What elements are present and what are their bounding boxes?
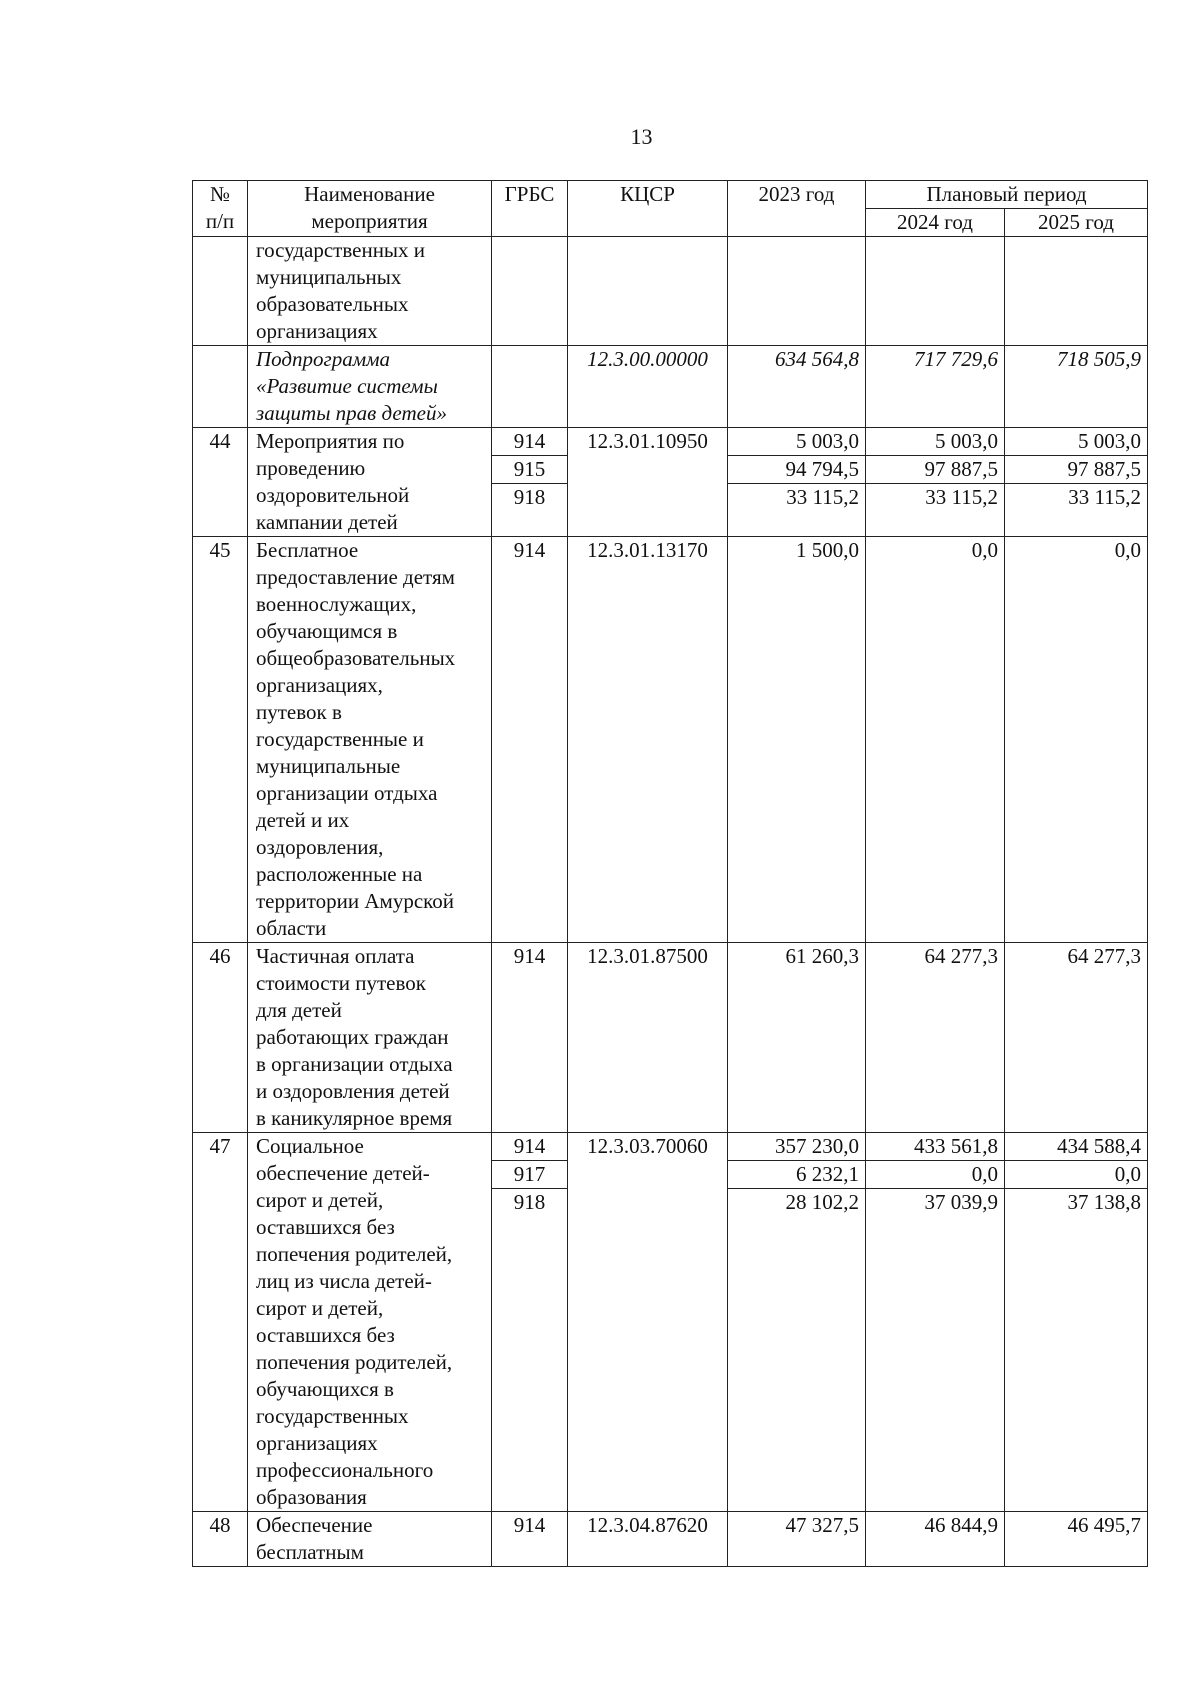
row-2024: 46 844,9 <box>866 1512 1005 1567</box>
row-name-line: оздоровительной <box>256 483 410 507</box>
row-grbs: 914 <box>492 943 568 1133</box>
row-name-line: профессионального <box>256 1458 434 1482</box>
row-grbs <box>492 428 568 537</box>
row-2025 <box>1005 428 1148 537</box>
header-name-line2: мероприятия <box>311 209 428 233</box>
row-name-line: в каникулярное время <box>256 1106 453 1130</box>
row-name-line: и оздоровления детей <box>256 1079 450 1103</box>
row-name-line: Подпрограмма <box>256 347 391 371</box>
table-row <box>193 237 1148 346</box>
row-name-line: попечения родителей, <box>256 1242 453 1266</box>
row-name-line: организациях, <box>256 673 383 697</box>
row-2025: 46 495,7 <box>1005 1512 1148 1567</box>
row-kcsr <box>568 237 728 346</box>
row-name-line: стоимости путевок <box>256 971 426 995</box>
row-kcsr: 12.3.04.87620 <box>568 1512 728 1567</box>
row-name-line: Частичная оплата <box>256 944 415 968</box>
header-2025: 2025 год <box>1005 209 1148 237</box>
row-name-line: организации отдыха <box>256 781 438 805</box>
row-2023-value: 94 794,5 <box>728 456 865 484</box>
row-grbs-value: 915 <box>492 456 567 484</box>
row-name-line: территории Амурской <box>256 889 455 913</box>
table-body <box>193 237 1148 1567</box>
row-2023-value: 33 115,2 <box>786 485 859 509</box>
row-name <box>248 346 492 428</box>
row-name <box>248 943 492 1133</box>
row-name-line: обеспечение детей- <box>256 1161 430 1185</box>
row-kcsr: 12.3.03.70060 <box>568 1133 728 1512</box>
row-2023-value: 357 230,0 <box>728 1133 865 1161</box>
row-kcsr: 12.3.01.87500 <box>568 943 728 1133</box>
row-2023-value: 6 232,1 <box>728 1161 865 1189</box>
row-name-line: государственных и <box>256 238 426 262</box>
row-grbs-value: 918 <box>513 485 546 509</box>
row-2025-value: 33 115,2 <box>1068 485 1142 509</box>
subprogram-row <box>193 346 1148 428</box>
row-2023-value: 5 003,0 <box>728 428 865 456</box>
row-kcsr: 12.3.01.10950 <box>568 428 728 537</box>
row-2024-value: 33 115,2 <box>925 485 998 509</box>
page-number: 13 <box>630 124 653 149</box>
row-2023: 47 327,5 <box>728 1512 866 1567</box>
row-name-line: путевок в <box>256 700 342 724</box>
header-no-line2: п/п <box>205 209 235 233</box>
row-name <box>248 237 492 346</box>
row-2024-value: 0,0 <box>866 1161 1004 1189</box>
row-2023: 634 564,8 <box>728 346 866 428</box>
row-grbs-value: 918 <box>513 1190 546 1214</box>
row-number: 47 <box>193 1133 248 1512</box>
row-name-line: организациях <box>256 1431 378 1455</box>
row-2024-value: 97 887,5 <box>866 456 1004 484</box>
row-2025: 0,0 <box>1005 537 1148 943</box>
row-name-line: обучающимся в <box>256 619 398 643</box>
row-2023: 1 500,0 <box>728 537 866 943</box>
table-row <box>193 428 1148 537</box>
row-name-line: общеобразовательных <box>256 646 456 670</box>
row-number: 48 <box>193 1512 248 1567</box>
row-grbs-value: 914 <box>492 1133 567 1161</box>
row-name-line: Мероприятия по <box>256 429 405 453</box>
header-plan-period: Плановый период <box>866 181 1148 209</box>
row-name <box>248 1133 492 1512</box>
row-kcsr: 12.3.01.13170 <box>568 537 728 943</box>
row-2024-value: 37 039,9 <box>924 1190 998 1214</box>
row-grbs-value: 917 <box>492 1161 567 1189</box>
row-2025: 718 505,9 <box>1005 346 1148 428</box>
row-2025: 64 277,3 <box>1005 943 1148 1133</box>
row-grbs-value: 914 <box>492 428 567 456</box>
header-kcsr: КЦСР <box>568 181 728 237</box>
row-name-line: лиц из числа детей- <box>256 1269 432 1293</box>
row-name <box>248 537 492 943</box>
row-2023-value: 28 102,2 <box>785 1190 859 1214</box>
row-number: 46 <box>193 943 248 1133</box>
row-name-line: в организации отдыха <box>256 1052 453 1076</box>
row-name-line: Обеспечение <box>256 1513 373 1537</box>
row-grbs <box>492 237 568 346</box>
header-name <box>248 181 492 237</box>
row-2025-value: 37 138,8 <box>1067 1190 1142 1214</box>
row-name-line: оставшихся без <box>256 1323 395 1347</box>
row-2024 <box>866 428 1005 537</box>
row-name-line: работающих граждан <box>256 1025 449 1049</box>
row-name <box>248 428 492 537</box>
row-2025 <box>1005 237 1148 346</box>
row-2023 <box>728 237 866 346</box>
header-2024: 2024 год <box>866 209 1005 237</box>
row-name-line: Социальное <box>256 1134 364 1158</box>
row-name-line: муниципальные <box>256 754 401 778</box>
row-name-line: оставшихся без <box>256 1215 395 1239</box>
row-grbs <box>492 1133 568 1512</box>
row-name-line: государственные и <box>256 727 424 751</box>
row-2024-value: 5 003,0 <box>866 428 1004 456</box>
header-grbs: ГРБС <box>492 181 568 237</box>
row-name-line: муниципальных <box>256 265 402 289</box>
row-2024 <box>866 237 1005 346</box>
row-2024: 64 277,3 <box>866 943 1005 1133</box>
header-no-line1: № <box>209 182 231 206</box>
table-row <box>193 943 1148 1133</box>
row-name-line: оздоровления, <box>256 835 384 859</box>
row-name-line: «Развитие системы <box>256 374 438 398</box>
row-name-line: сирот и детей, <box>256 1296 384 1320</box>
table-header <box>193 181 1148 237</box>
row-number: 44 <box>193 428 248 537</box>
row-2025-value: 97 887,5 <box>1005 456 1147 484</box>
row-2024-value: 433 561,8 <box>866 1133 1004 1161</box>
row-number: 45 <box>193 537 248 943</box>
row-name-line: сирот и детей, <box>256 1188 384 1212</box>
row-2025-value: 0,0 <box>1005 1161 1147 1189</box>
row-2025 <box>1005 1133 1148 1512</box>
row-2023 <box>728 1133 866 1512</box>
row-2023 <box>728 428 866 537</box>
row-kcsr: 12.3.00.00000 <box>568 346 728 428</box>
row-2024: 0,0 <box>866 537 1005 943</box>
row-grbs <box>492 346 568 428</box>
row-name-line: образования <box>256 1485 367 1509</box>
row-name-line: защиты прав детей» <box>256 401 447 425</box>
row-2023: 61 260,3 <box>728 943 866 1133</box>
table-row <box>193 1133 1148 1512</box>
row-name-line: военнослужащих, <box>256 592 417 616</box>
row-2024: 717 729,6 <box>866 346 1005 428</box>
table-row <box>193 537 1148 943</box>
row-name <box>248 1512 492 1567</box>
row-name-line: попечения родителей, <box>256 1350 453 1374</box>
row-name-line: кампании детей <box>256 510 398 534</box>
header-2023: 2023 год <box>728 181 866 237</box>
row-name-line: расположенные на <box>256 862 423 886</box>
row-name-line: детей и их <box>256 808 350 832</box>
row-name-line: Бесплатное <box>256 538 359 562</box>
row-name-line: для детей <box>256 998 342 1022</box>
row-name-line: обучающихся в <box>256 1377 394 1401</box>
row-grbs: 914 <box>492 1512 568 1567</box>
header-name-line1: Наименование <box>304 182 435 206</box>
row-number <box>193 237 248 346</box>
header-no <box>193 181 248 237</box>
row-2024 <box>866 1133 1005 1512</box>
row-2025-value: 434 588,4 <box>1005 1133 1147 1161</box>
row-name-line: бесплатным <box>256 1540 364 1564</box>
row-name-line: организациях <box>256 319 378 343</box>
row-name-line: образовательных <box>256 292 409 316</box>
row-number <box>193 346 248 428</box>
row-name-line: предоставление детям <box>256 565 455 589</box>
row-grbs: 914 <box>492 537 568 943</box>
row-name-line: области <box>256 916 327 940</box>
row-name-line: проведению <box>256 456 366 480</box>
row-name-line: государственных <box>256 1404 409 1428</box>
row-2025-value: 5 003,0 <box>1005 428 1147 456</box>
table-row <box>193 1512 1148 1567</box>
budget-table <box>192 180 1148 1567</box>
